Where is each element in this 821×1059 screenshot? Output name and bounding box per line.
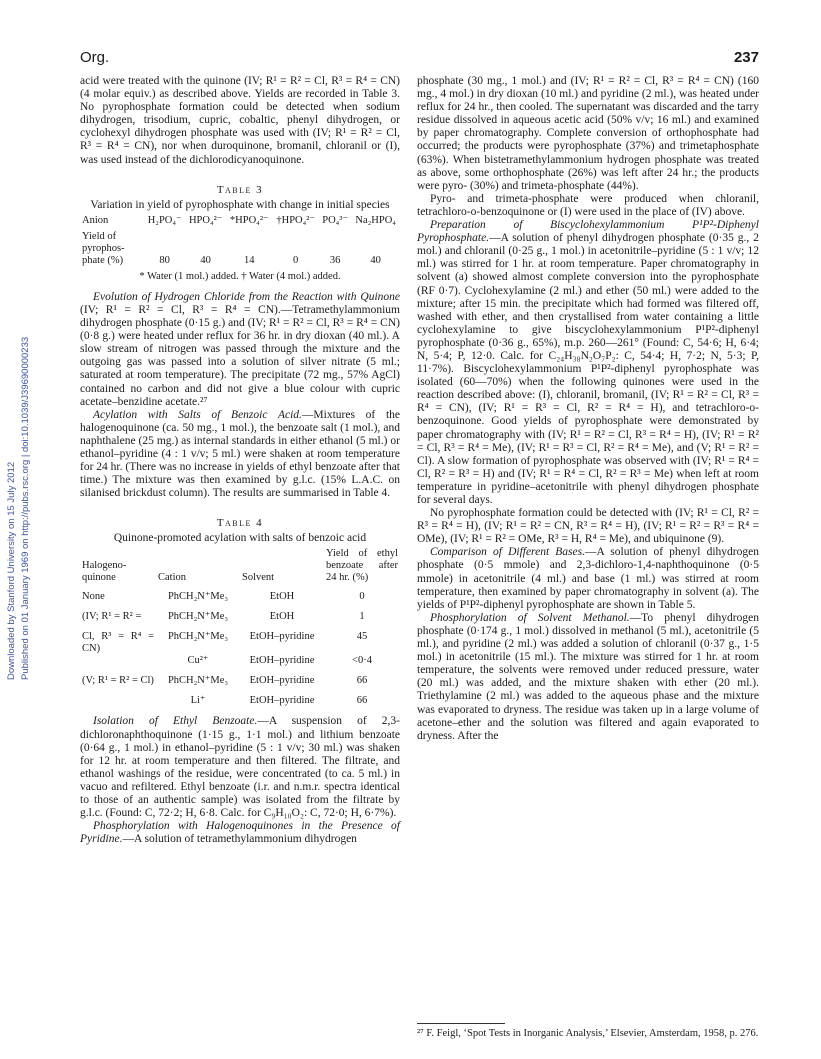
- section-heading: Phosphorylation of Solvent Methanol.: [430, 611, 630, 624]
- table-cell: [80, 687, 156, 707]
- table-cell: EtOH: [269, 611, 295, 623]
- table-4-caption: Table 4: [216, 517, 264, 530]
- table-cell: H₂PO₄⁻: [147, 214, 182, 226]
- table-cell: 36: [329, 254, 341, 266]
- table-cell: (IV; R¹ = R² =: [82, 611, 142, 623]
- table-3-caption: Table 3: [216, 183, 264, 196]
- table-cell: PhCH₂N⁺Me₃: [167, 591, 229, 603]
- table-row: [80, 215, 400, 227]
- table-header: Cation: [158, 572, 186, 584]
- table-cell: 1: [359, 611, 365, 623]
- table-row: [80, 667, 400, 687]
- right-column: [417, 75, 759, 743]
- table-cell: PhCH₂N⁺Me₃: [167, 675, 229, 687]
- paragraph-body: (IV; R¹ = R² = Cl, R³ = R⁴ = CN).—Tetramethylammonium dihydrogen phosphate (0·15 g.) and (IV; R¹ = R² = Cl, R³ = R⁴ = CN) (0·8 g.) were heated under reflux for 36 hr. in dry dioxan (40 ml.). A slow stream of nitrogen was passed through the mixture and the outgoing gas was passed into a solution of silver nitrate (5 ml.; saturated at room temperature). The precipitate (72 mg., 57% AgCl) contained no carbon and did not give a blue colour with cupric acetate–benzidine acetate.²⁷: [80, 303, 400, 408]
- table-4-title: Quinone-promoted acylation with salts of benzoic acid: [113, 532, 367, 545]
- paragraph: [80, 715, 400, 820]
- paragraph: [417, 219, 759, 507]
- paragraph-body: —A suspension of 2,3-dichloronaphthoquinone (1·15 g., 1·1 mol.) and lithium benzoate (0·64 g., 1 mol.) in ethanol–pyridine (5 : 1 v/v; 30 ml.) was shaken for 12 hr. at room temperature and then filtered. The filtrate, and ethanol washings of the residue, were concentrated (to ca. 5 ml.) in vacuo and refiltered. Ethyl benzoate (i.r. and n.m.r. spectra identical to those of an authentic sample) was isolated from the filtrate by g.l.c. (Found: C, 72·2; H, 6·8. Calc. for C₉H₁₀O₂: C, 72·0; H, 6·7%).: [80, 715, 400, 820]
- table-cell: 40: [370, 254, 381, 266]
- table-cell: 66: [356, 675, 368, 687]
- table-cell: Anion: [82, 214, 109, 226]
- table-header: Halogeno- quinone: [82, 560, 127, 584]
- table-cell: †HPO₄²⁻: [276, 214, 315, 226]
- table-row: [80, 687, 400, 707]
- paragraph-body: —Mixtures of the halogenoquinone (ca. 50 mg., 1 mol.), the benzoate salt (1 mol.), and naphthalene (25 mg.) as internal standards in either ethanol (5 ml.) or ethanol–pyridine (4 : 1 v/v; 5 ml.) were shaken at room temperature for 24 hr. (There was no increase in yields of ethyl benzoate after that time.) The mixture was then examined by g.l.c. (15% L.A.C. on silanised brickdust column). The results are summarised in Table 4.: [80, 408, 400, 500]
- paragraph: No pyrophosphate formation could be detected with (IV; R¹ = Cl, R² = R³ = R⁴ = H), (IV; R¹ = R² = CN, R³ = R⁴ = H), (IV; R¹ = R² = R³ = R⁴ = OMe), (IV; R¹ = R² = OMe, R³ = H, R⁴ = Me), and ubiquinone (9).: [417, 507, 759, 546]
- table-cell: EtOH–pyridine: [249, 631, 315, 643]
- table-4: [80, 548, 400, 707]
- paragraph-body: —To phenyl dihydrogen phosphate (0·174 g., 1 mol.) dissolved in methanol (5 ml.), acetonitrile (5 ml.), and pyridine (2 ml.) was added a solution of chloranil (0·37 g., 1·5 mol.) in acetonitrile (15 ml.). The mixture was stirred for 1 hr. at room temperature, the solvents were removed under reduced pressure, water (20 ml.) was added, and the mixture shaken with ether (20 ml.). Triethylamine (2 ml.) was added to the aqueous phase and the mixture was evaporated to dryness. The residue was taken up in a large volume of acetone–ether and the solution was filtered and again evaporated to dryness. After the: [417, 611, 759, 742]
- table-cell: HPO₄²⁻: [188, 214, 223, 226]
- publish-note[interactable]: Published on 01 January 1969 on http://pubs.rsc.org | doi:10.1039/J39690000233: [20, 336, 31, 680]
- table-cell: EtOH–pyridine: [249, 675, 315, 687]
- journal-section-label: Org.: [80, 49, 110, 66]
- paragraph-body: —A solution of tetramethylammonium dihydrogen: [122, 833, 357, 846]
- table-cell: 0: [359, 591, 365, 603]
- table-cell: 0: [293, 254, 299, 266]
- paragraph: acid were treated with the quinone (IV; R¹ = R² = Cl, R³ = R⁴ = CN) (4 molar equiv.) as described above. Yields are recorded in Table 3. No pyrophosphate formation could be detected when sodium dihydrogen, trisodium, cupric, cobaltic, phenyl dihydrogen, or cyclohexyl dihydrogen phosphate was used with (IV; R¹ = R² = Cl, R³ = R⁴ = CN), nor when duroquinone, bromanil, chloranil or (I), was used instead of the dichlorodicyanoquinone.: [80, 75, 400, 166]
- table-row: [80, 603, 400, 623]
- table-3-title: Variation in yield of pyrophosphate with change in initial species: [90, 198, 390, 211]
- section-heading: Comparison of Different Bases.: [430, 546, 585, 559]
- table-cell: Li⁺: [190, 695, 206, 707]
- table-cell: PO₄³⁻: [322, 214, 349, 226]
- table-cell: 14: [243, 254, 255, 266]
- paragraph: [80, 291, 400, 409]
- table-row: [80, 655, 400, 667]
- table-cell: EtOH: [269, 591, 295, 603]
- section-heading: Isolation of Ethyl Benzoate.: [93, 715, 258, 728]
- table-cell: Na₂HPO₄: [355, 214, 396, 226]
- paragraph: [417, 546, 759, 611]
- table-header: Solvent: [242, 572, 275, 584]
- table-row: [80, 591, 400, 603]
- table-header: Yield of ethyl benzoate after 24 hr. (%): [326, 548, 398, 584]
- table-cell: 45: [356, 631, 368, 643]
- left-column: [80, 75, 400, 846]
- table-row: [80, 227, 400, 267]
- paragraph: phosphate (30 mg., 1 mol.) and (IV; R¹ = R² = Cl, R³ = R⁴ = CN) (160 mg., 4 mol.) in dry dioxan (10 ml.) and pyridine (2 ml.), was heated under reflux for 24 hr., then cooled. The supernatant was discarded and the tarry residue dissolved in aqueous acetic acid (50% v/v; 16 ml.) and examined by paper chromatography. Complete conversion of orthophosphate had occurred; the products were pyrophosphate (37%) and trimetaphosphate (63%). When bistetramethylammonium hydrogen phosphate was treated as above, some orthophosphate (26%) was left after 24 hr.; the products were pyro- (30%) and trimeta-phosphate (44%).: [417, 75, 759, 192]
- table-header-row: [80, 548, 400, 591]
- table-cell: Cl, R³ = R⁴ = CN): [82, 631, 154, 655]
- sidebar-watermark: [0, 180, 44, 700]
- table-cell: EtOH–pyridine: [249, 695, 315, 707]
- table-cell: None: [82, 591, 105, 603]
- table-cell: <0·4: [352, 655, 372, 667]
- download-note[interactable]: Downloaded by Stanford University on 15 July 2012: [6, 461, 17, 680]
- paragraph: [80, 820, 400, 846]
- paragraph: [80, 409, 400, 501]
- table-row: [80, 623, 400, 655]
- paragraph-body: —A solution of phenyl dihydrogen phosphate (0·5 mmole) and 2,3-dichloro-1,4-naphthoquinone (0·5 mmole) in acetonitrile (4 ml.) and base (1 ml.) was stirred at room temperature, then examined by paper chromatography in solvent (a). The yields of P¹P²-diphenyl pyrophosphate are shown in Table 5.: [417, 546, 759, 611]
- table-cell: 66: [356, 695, 368, 707]
- section-heading: Phosphorylation with Halogenoquinones in the Presence of Pyridine.: [80, 820, 400, 846]
- section-heading: Acylation with Salts of Benzoic Acid.: [93, 408, 302, 421]
- section-heading: Evolution of Hydrogen Chloride from the Reaction with Quinone: [93, 290, 400, 303]
- table-3: [80, 215, 400, 267]
- page-number: 237: [733, 49, 759, 66]
- table-cell: 80: [159, 254, 170, 266]
- paragraph: Pyro- and trimeta-phosphate were produced when chloranil, tetrachloro-o-benzoquinone or (I) were used in the place of (IV) above.: [417, 192, 759, 218]
- table-3-footnote: * Water (1 mol.) added. † Water (4 mol.) added.: [139, 270, 341, 282]
- section-heading: Preparation of Biscyclohexylammonium P¹P²-Diphenyl Pyrophosphate.: [417, 219, 759, 245]
- table-cell: [80, 655, 156, 667]
- table-cell: Yield of pyrophos- phate (%): [82, 230, 125, 266]
- paragraph-body: —A solution of phenyl dihydrogen phosphate (0·35 g., 2 mol.) and chloranil (0·25 g., 1 mol.) in acetonitrile–pyridine (5 : 1 v/v; 12 ml.) was stirred for 1 hr. at room temperature. Paper chromatography in solvent (a) showed almost complete conversion into the pyrophosphate (RF 0·7). Cyclohexylamine (2 ml.) and ether (50 ml.) were added to the mixture; after 15 min. the precipitate which had formed was filtered off, washed with ether, and then crystallised from water containing a little cyclohexylamine to give biscyclohexylammonium P¹P²-diphenyl pyrophosphate (0·36 g., 65%), m.p. 260—261° (Found: C, 54·6; H, 6·4; N, 5·4; P, 12·0. Calc. for C₂₄H₃₈N₂O₇P₂: C, 54·4; H, 7·2; N, 5·3; P, 11·7%). Biscyclohexylammonium P¹P²-diphenyl pyrophosphate was isolated (60—70%) when the following quinones were used in the reaction described above: (I), chloranil, bromanil, (IV; R¹ = R² = Cl, R³ = R⁴ = CN), (IV; R¹ = R³ = Cl, R² = R⁴ = H), and tetrachloro-o-benzoquinone. Good yields of pyrophosphate were demonstrated by paper chromatography with (IV; R¹ = R² = Cl, R³ = R⁴ = H), (IV; R¹ = R² = Cl, R³ = R⁴ = Me), (IV; R¹ = R³ = Cl, R² = R⁴ = Me), and (V; R¹ = R² = Cl). A slow formation of pyrophosphate was observed with (IV; R¹ = R⁴ = Cl, R² = R³ = H) and (IV; R¹ = R⁴ = Cl, R² = R³ = Me) when left at room temperature in pyridine–acetonitrile with phenyl dihydrogen phosphate for several days.: [417, 232, 759, 506]
- table-cell: EtOH–pyridine: [249, 655, 315, 667]
- table-cell: PhCH₂N⁺Me₃: [167, 611, 229, 623]
- footnote-rule: [417, 1023, 505, 1024]
- footnote-text: ²⁷ F. Feigl, ‘Spot Tests in Inorganic Analysis,’ Elsevier, Amsterdam, 1958, p. 276.: [417, 1028, 759, 1039]
- table-cell: PhCH₂N⁺Me₃: [167, 631, 229, 643]
- paragraph: [417, 612, 759, 743]
- table-cell: Cu²⁺: [187, 655, 209, 667]
- table-cell: 40: [200, 254, 211, 266]
- table-cell: (V; R¹ = R² = Cl): [82, 675, 154, 687]
- table-cell: *HPO₄²⁻: [229, 214, 269, 226]
- footnote: [417, 1023, 759, 1041]
